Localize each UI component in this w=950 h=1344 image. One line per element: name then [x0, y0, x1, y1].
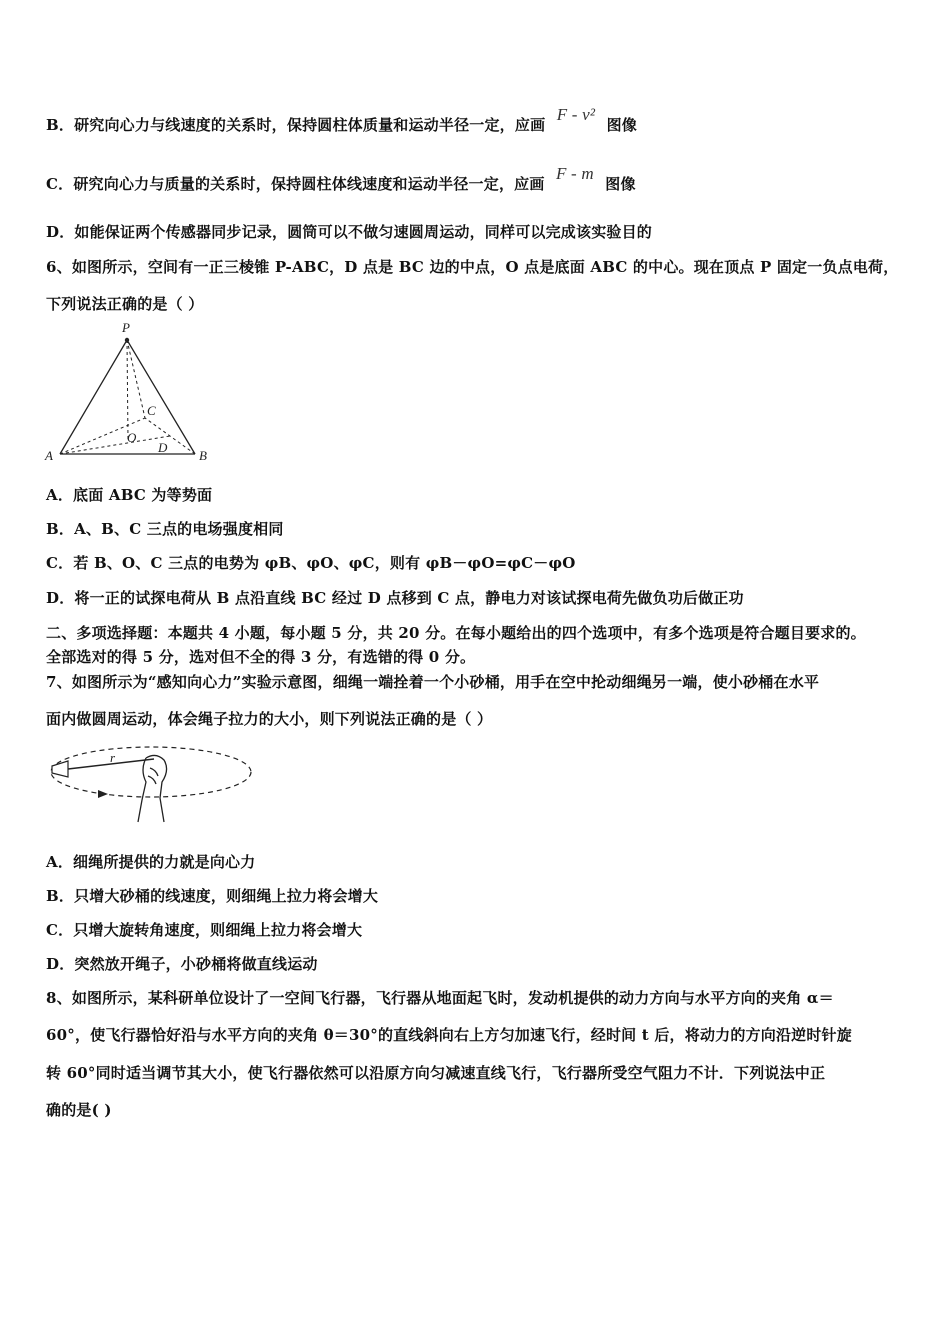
q5-option-c-text: C．研究向心力与质量的关系时，保持圆柱体线速度和运动半径一定，应画	[46, 175, 545, 193]
label-a: A	[45, 448, 53, 463]
q6-option-a: A．底面 ABC 为等势面	[46, 486, 213, 504]
q6-stem-line2: 下列说法正确的是（ ）	[46, 295, 204, 313]
q5-option-d: D．如能保证两个传感器同步记录，圆筒可以不做匀速圆周运动，同样可以完成该实验目的	[46, 223, 653, 241]
label-d: D	[158, 440, 168, 455]
q8-line2: 60°，使飞行器恰好沿与水平方向的夹角 θ＝30°的直线斜向右上方匀加速飞行，经时间 t 后，将动力的方向沿逆时针旋	[46, 1026, 852, 1044]
segment-ad	[60, 436, 170, 454]
q5-option-c	[46, 164, 636, 194]
q6-option-c: C．若 B、O、C 三点的电势为 φB、φO、φC，则有 φB－φO=φC－φO	[46, 554, 576, 572]
q8-line3: 转 60°同时适当调节其大小，使飞行器依然可以沿原方向匀减速直线飞行，飞行器所受空气阻力不计．下列说法中正	[46, 1064, 826, 1082]
label-c: C	[147, 403, 156, 418]
label-b: B	[199, 448, 207, 463]
q6-stem-line1: 6、如图所示，空间有一正三棱锥 P-ABC，D 点是 BC 边的中点，O 点是底面 ABC 的中心。现在顶点 P 固定一负点电荷，	[46, 258, 899, 276]
segment-po	[127, 340, 128, 440]
q7-stem-line2: 面内做圆周运动，体会绳子拉力的大小，则下列说法正确的是（ ）	[46, 710, 493, 728]
q7-option-d: D．突然放开绳子，小砂桶将做直线运动	[46, 955, 318, 973]
q7-stem-line1: 7、如图所示为“感知向心力”实验示意图，细绳一端拴着一个小砂桶，用手在空中抡动细绳另一端，使小砂桶在水平	[46, 673, 820, 691]
q7-option-c: C．只增大旋转角速度，则细绳上拉力将会增大	[46, 921, 363, 939]
q5-option-c-suffix: 图像	[605, 175, 636, 193]
edge-pa	[60, 340, 127, 454]
q5-option-b-text: B．研究向心力与线速度的关系时，保持圆柱体质量和运动半径一定，应画	[46, 116, 546, 134]
q6-option-b: B．A、B、C 三点的电场强度相同	[46, 520, 284, 538]
q7-option-b: B．只增大砂桶的线速度，则细绳上拉力将会增大	[46, 887, 379, 905]
label-p: P	[122, 320, 130, 335]
section2-line1: 二、多项选择题：本题共 4 小题，每小题 5 分，共 20 分。在每小题给出的四个选项中，有多个选项是符合题目要求的。	[46, 624, 866, 642]
label-o: O	[127, 430, 137, 445]
q8-line1: 8、如图所示，某科研单位设计了一空间飞行器，飞行器从地面起飞时，发动机提供的动力方向与水平方向的夹角 α＝	[46, 989, 834, 1007]
edge-pc	[127, 340, 145, 418]
hand-icon	[138, 755, 167, 822]
orbit-path	[51, 747, 251, 797]
label-r: r	[110, 750, 116, 765]
point-p	[125, 338, 129, 342]
arrow-icon	[98, 790, 108, 798]
edge-pb	[127, 340, 195, 454]
section2-line2: 全部选对的得 5 分，选对但不全的得 3 分，有选错的得 0 分。	[46, 648, 476, 666]
q6-option-d: D．将一正的试探电荷从 B 点沿直线 BC 经过 D 点移到 C 点，静电力对该试探电荷先做负功后做正功	[46, 589, 744, 607]
q8-line4: 确的是( )	[46, 1101, 112, 1119]
pyramid-figure	[40, 318, 220, 466]
q7-option-a: A．细绳所提供的力就是向心力	[46, 853, 256, 871]
formula-f-v2: F - v²	[556, 105, 596, 124]
q5-option-b-suffix: 图像	[606, 116, 637, 134]
q5-option-b	[46, 105, 637, 135]
bucket-icon	[52, 761, 68, 777]
formula-f-m: F - m	[555, 164, 594, 183]
swing-figure	[46, 740, 256, 830]
